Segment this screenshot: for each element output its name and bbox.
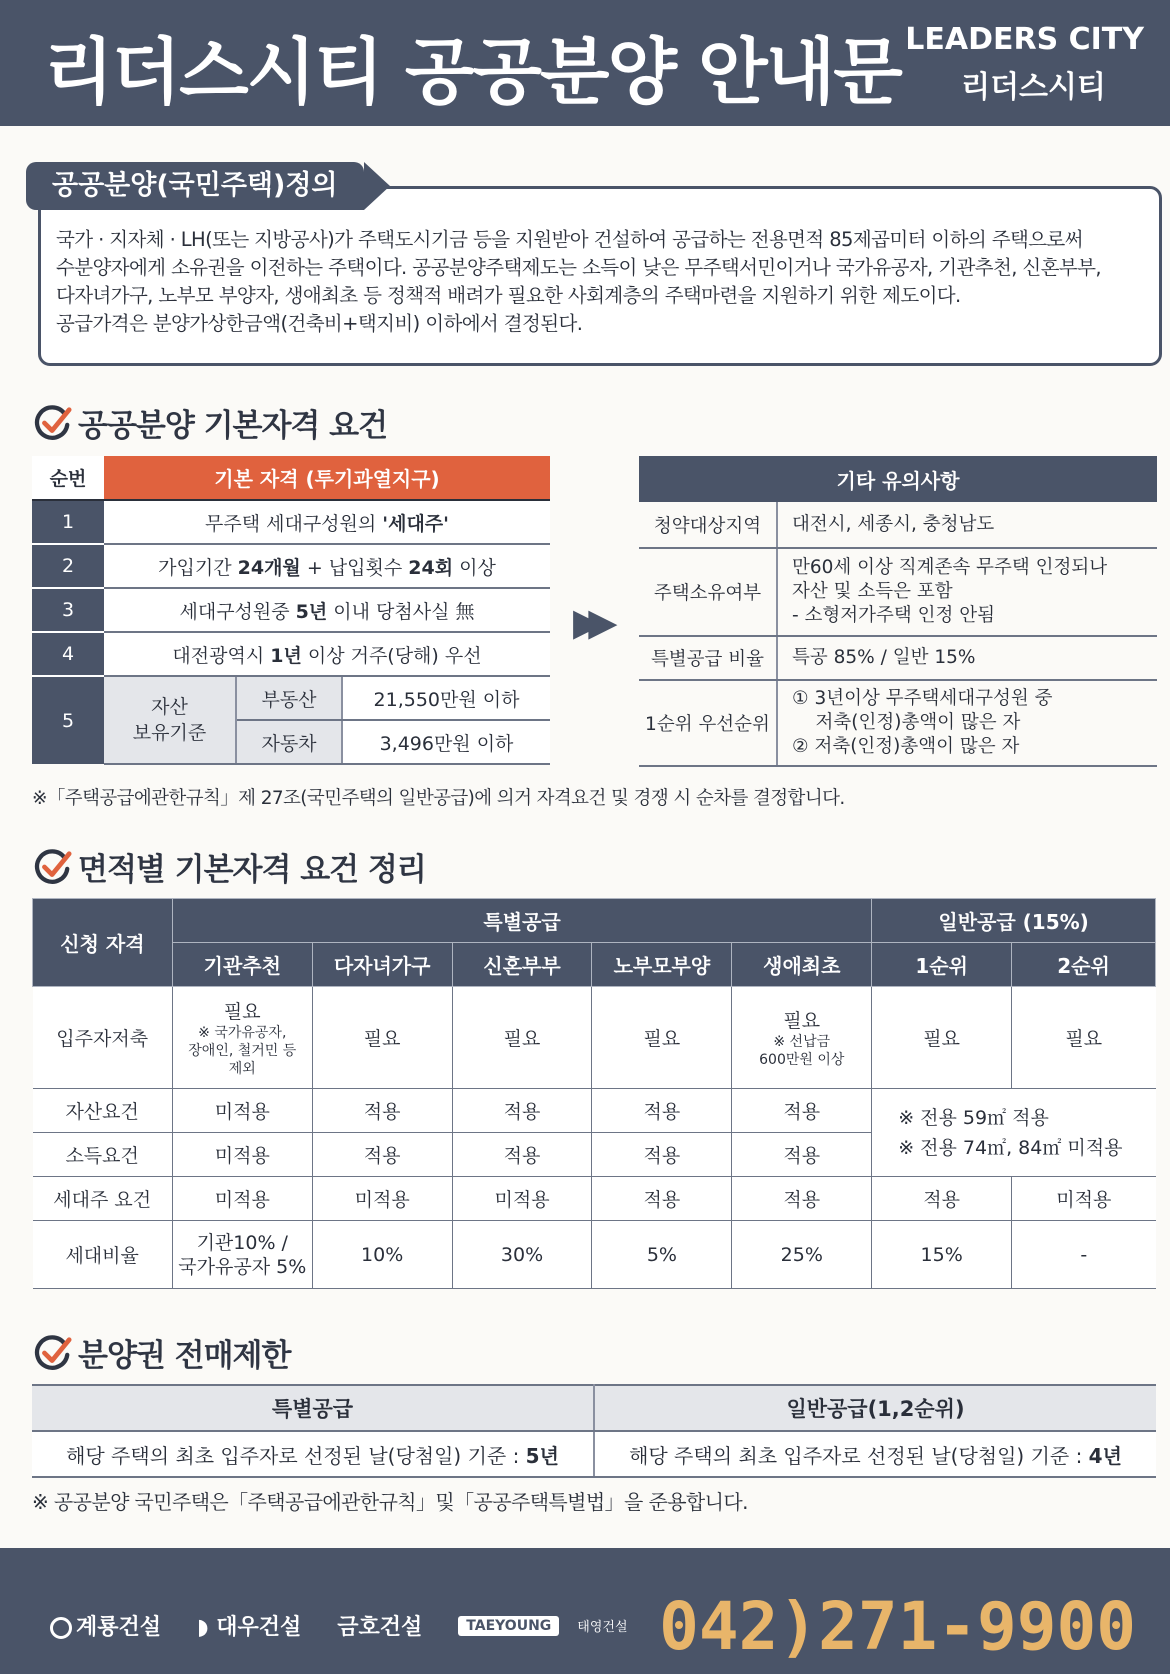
table-cell: 적용 xyxy=(872,1177,1012,1221)
table-row xyxy=(32,1431,1156,1477)
table-cell: 30% xyxy=(452,1221,592,1289)
text-part: 대전광역시 xyxy=(172,644,271,667)
note-key: 청약대상지역 xyxy=(639,502,777,548)
logo-taeyoung: TAEYOUNG xyxy=(458,1616,559,1636)
col-header: 다자녀가구 xyxy=(312,943,452,987)
table-row xyxy=(639,548,1157,636)
col-header: 생애최초 xyxy=(732,943,872,987)
check-circle-icon xyxy=(34,404,72,442)
definition-text xyxy=(56,226,1146,338)
asset-label-line: 보유기준 xyxy=(132,722,207,744)
logo-kumho xyxy=(337,1610,440,1641)
cell-line: 기관10% / xyxy=(196,1231,288,1254)
asset-label xyxy=(104,676,236,764)
note-line: 자산 및 소득은 포함 xyxy=(792,581,953,602)
note-value xyxy=(777,636,1157,680)
table-cell: 필요 xyxy=(872,987,1012,1089)
cell-sub: 장애인, 철거민 등 xyxy=(188,1043,297,1059)
table-row xyxy=(32,544,550,588)
table-cell: 15% xyxy=(872,1221,1012,1289)
table-cell: 필요 xyxy=(312,987,452,1089)
text-bold: 4년 xyxy=(1088,1443,1122,1468)
note-line: ② 저축(인정)총액이 많은 자 xyxy=(792,736,1020,757)
text-part: 가입기간 xyxy=(158,556,238,579)
logo-gyeryong xyxy=(50,1610,179,1641)
col-header-number: 순번 xyxy=(32,456,104,500)
col-header-qualification: 신청 자격 xyxy=(33,899,173,987)
col-header-basic: 기본 자격 (투기과열지구) xyxy=(104,456,550,500)
text-bold: 24개월 xyxy=(237,556,301,579)
col-header: 1순위 xyxy=(872,943,1012,987)
page-title: 리더스시티 공공분양 안내문 xyxy=(44,30,901,114)
row-number: 5 xyxy=(32,676,104,764)
cell-main: 필요 xyxy=(783,1010,821,1032)
table-cell: 적용 xyxy=(452,1089,592,1133)
logo-text: 계룡건설 xyxy=(76,1615,162,1640)
asset-label-line: 자산 xyxy=(151,696,188,718)
table-cell: 25% xyxy=(732,1221,872,1289)
text-bold: 5년 xyxy=(295,600,328,623)
table-row xyxy=(32,588,550,632)
section-title: 면적별 기본자격 요건 정리 xyxy=(78,852,426,888)
note-value xyxy=(777,548,1157,636)
section-title: 분양권 전매제한 xyxy=(78,1338,291,1374)
table-cell: 적용 xyxy=(732,1133,872,1177)
col-header: 노부모부양 xyxy=(592,943,732,987)
note-line: - 소형저가주택 인정 안됨 xyxy=(792,605,996,626)
row-text xyxy=(104,500,550,544)
col-header: 2순위 xyxy=(1012,943,1156,987)
table-cell: 미적용 xyxy=(1012,1177,1156,1221)
table-row xyxy=(639,636,1157,680)
area-note-line: ※ 전용 74㎡, 84㎡ 미적용 xyxy=(898,1136,1123,1159)
special-restriction xyxy=(32,1431,594,1477)
table-cell: 적용 xyxy=(592,1133,732,1177)
asset-value: 21,550만원 이하 xyxy=(342,676,550,720)
basic-qualification-note: ※「주택공급에관한규칙」제 27조(국민주택의 일반공급)에 의거 자격요건 및 경쟁 시 순차를 결정합니다. xyxy=(32,788,845,809)
footer-banner xyxy=(0,1548,1170,1674)
text-bold: 5년 xyxy=(525,1443,559,1468)
table-row xyxy=(639,502,1157,548)
note-value xyxy=(777,680,1157,766)
resale-restriction-table xyxy=(32,1384,1156,1478)
builder-logos xyxy=(50,1610,646,1641)
row-number: 3 xyxy=(32,588,104,632)
table-cell: 적용 xyxy=(592,1089,732,1133)
text-bold: 24회 xyxy=(408,556,454,579)
table-cell: 미적용 xyxy=(452,1177,592,1221)
area-qualification-table xyxy=(32,898,1156,1289)
text-part: 이상 거주(당해) 우선 xyxy=(301,644,482,667)
brand-name-en: LEADERS CITY xyxy=(905,22,1144,57)
row-header: 세대비율 xyxy=(33,1221,173,1289)
text-bold: 1년 xyxy=(270,644,302,667)
row-header: 입주자저축 xyxy=(33,987,173,1089)
text-part: 이내 당첨사실 無 xyxy=(327,600,475,623)
table-cell: 5% xyxy=(592,1221,732,1289)
row-text xyxy=(104,588,550,632)
logo-text: 금호건설 xyxy=(337,1615,423,1640)
table-cell xyxy=(172,1221,312,1289)
table-cell: 필요 xyxy=(592,987,732,1089)
definition-line: 다자녀가구, 노부모 부양자, 생애최초 등 정책적 배려가 필요한 사회계층의 주택마련을 지원하기 위한 제도이다. xyxy=(56,284,961,307)
definition-line: 국가 · 지자체 · LH(또는 지방공사)가 주택도시기금 등을 지원받아 건설하여 공급하는 전용면적 85제곱미터 이하의 주택으로써 xyxy=(56,228,1083,251)
gyeryong-logo-icon xyxy=(50,1617,72,1639)
col-header: 신혼부부 xyxy=(452,943,592,987)
col-header-special: 특별공급 xyxy=(32,1385,594,1431)
table-cell: 적용 xyxy=(312,1089,452,1133)
text-part: + 납입횟수 xyxy=(300,556,409,579)
row-text xyxy=(104,544,550,588)
definition-tab: 공공분양(국민주택)정의 xyxy=(26,162,364,210)
table-cell: 적용 xyxy=(732,1089,872,1133)
note-line: 대전시, 세종시, 충청남도 xyxy=(792,513,995,535)
note-key: 특별공급 비율 xyxy=(639,636,777,680)
col-header-special: 특별공급 xyxy=(172,899,871,943)
row-header: 자산요건 xyxy=(33,1089,173,1133)
table-cell: - xyxy=(1012,1221,1156,1289)
section-resale-restriction-heading xyxy=(34,1330,290,1375)
text-part: 세대구성원중 xyxy=(179,600,296,623)
col-header-general: 일반공급(1,2순위) xyxy=(594,1385,1156,1431)
note-line: 특공 85% / 일반 15% xyxy=(792,647,976,668)
table-cell: 필요 xyxy=(452,987,592,1089)
table-cell: 적용 xyxy=(312,1133,452,1177)
cell-main: 필요 xyxy=(223,1001,261,1023)
general-area-note xyxy=(872,1089,1156,1177)
table-cell xyxy=(732,987,872,1089)
table-row xyxy=(33,1177,1156,1221)
logo-daewoo: ◗ 대우건설 xyxy=(197,1615,302,1640)
definition-line: 공급가격은 분양가상한금액(건축비+택지비) 이하에서 결정된다. xyxy=(56,312,583,335)
table-cell: 미적용 xyxy=(172,1089,312,1133)
note-line: 만60세 이상 직계존속 무주택 인정되나 xyxy=(792,557,1108,578)
table-cell: 적용 xyxy=(732,1177,872,1221)
double-chevron-right-icon: ▶▶ xyxy=(573,600,604,644)
text-bold: '세대주' xyxy=(382,512,449,535)
section-basic-qualification-heading xyxy=(34,400,387,445)
note-line: ① 3년이상 무주택세대구성원 중 xyxy=(792,688,1053,709)
cell-sub: ※ 국가유공자, xyxy=(198,1025,287,1041)
text-part: 해당 주택의 최초 입주자로 선정된 날(당첨일) 기준 : xyxy=(66,1443,526,1468)
col-header: 기관추천 xyxy=(172,943,312,987)
table-cell: 적용 xyxy=(592,1177,732,1221)
table-cell: 적용 xyxy=(452,1133,592,1177)
table-cell xyxy=(172,987,312,1089)
table-row xyxy=(33,1221,1156,1289)
row-header: 소득요건 xyxy=(33,1133,173,1177)
table-cell: 미적용 xyxy=(172,1133,312,1177)
section-title: 공공분양 기본자격 요건 xyxy=(78,408,388,444)
table-cell: 필요 xyxy=(1012,987,1156,1089)
col-header-general: 일반공급 (15%) xyxy=(872,899,1156,943)
table-cell: 미적용 xyxy=(312,1177,452,1221)
row-header: 세대주 요건 xyxy=(33,1177,173,1221)
table-row xyxy=(32,632,550,676)
logo-taeyoung-ko: 태영건설 xyxy=(577,1620,628,1635)
general-restriction xyxy=(594,1431,1156,1477)
check-circle-icon xyxy=(34,1334,72,1372)
table-row xyxy=(32,500,550,544)
brand-name-ko: 리더스시티 xyxy=(961,70,1106,105)
table-cell: 미적용 xyxy=(172,1177,312,1221)
text-part: 무주택 세대구성원의 xyxy=(205,512,383,535)
note-value xyxy=(777,502,1157,548)
cell-sub: 600만원 이상 xyxy=(759,1052,845,1068)
asset-type: 부동산 xyxy=(236,676,342,720)
phone-number[interactable]: 042)271-9900 xyxy=(659,1588,1136,1665)
table-row xyxy=(33,1089,1156,1133)
section-area-qualification-heading xyxy=(34,844,426,889)
resale-note: ※ 공공분양 국민주택은「주택공급에관한규칙」및「공공주택특별법」을 준용합니다. xyxy=(32,1490,748,1514)
basic-qualification-table xyxy=(32,456,550,765)
row-number: 2 xyxy=(32,544,104,588)
note-key: 1순위 우선순위 xyxy=(639,680,777,766)
text-part: 해당 주택의 최초 입주자로 선정된 날(당첨일) 기준 : xyxy=(629,1443,1089,1468)
table-row xyxy=(32,676,550,720)
row-number: 1 xyxy=(32,500,104,544)
other-notes-header: 기타 유의사항 xyxy=(639,456,1157,502)
row-number: 4 xyxy=(32,632,104,676)
cell-sub: 제외 xyxy=(228,1061,256,1077)
table-row xyxy=(33,987,1156,1089)
header-banner xyxy=(0,0,1170,126)
asset-value: 3,496만원 이하 xyxy=(342,720,550,764)
definition-line: 수분양자에게 소유권을 이전하는 주택이다. 공공분양주택제도는 소득이 낮은 무주택서민이거나 국가유공자, 기관추천, 신혼부부, xyxy=(56,256,1101,279)
table-row xyxy=(639,680,1157,766)
other-notes-table xyxy=(639,456,1157,767)
row-text xyxy=(104,632,550,676)
check-circle-icon xyxy=(34,848,72,886)
text-part: 이상 xyxy=(453,556,496,579)
area-note-line: ※ 전용 59㎡ 적용 xyxy=(898,1106,1049,1129)
logo-text: 대우건설 xyxy=(216,1615,302,1640)
cell-sub: ※ 선납금 xyxy=(773,1034,831,1050)
table-cell: 10% xyxy=(312,1221,452,1289)
asset-type: 자동차 xyxy=(236,720,342,764)
cell-line: 국가유공자 5% xyxy=(178,1255,307,1278)
note-line: 저축(인정)총액이 많은 자 xyxy=(792,712,1021,733)
note-key: 주택소유여부 xyxy=(639,548,777,636)
